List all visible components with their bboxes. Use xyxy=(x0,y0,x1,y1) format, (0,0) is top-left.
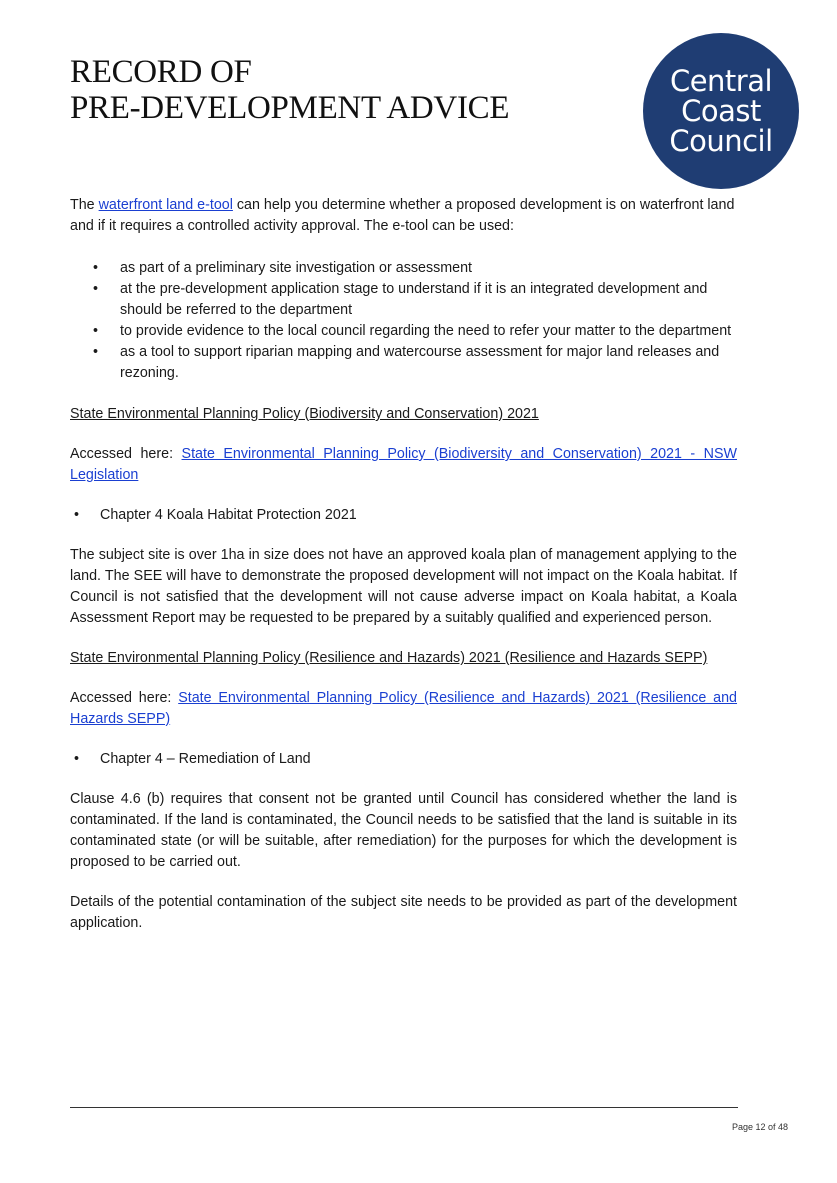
biodiversity-accessed-label: Accessed here: xyxy=(70,446,182,462)
logo-line-1: Central xyxy=(669,64,773,98)
logo-line-2: Coast xyxy=(681,94,761,128)
list-item: • at the pre-development application stage to understand if it is an integrated development and should be referred to the department xyxy=(70,279,737,321)
title-line-1: RECORD OF xyxy=(70,54,252,90)
page-title xyxy=(70,54,509,126)
footer-divider xyxy=(70,1107,738,1108)
waterfront-etool-link[interactable]: waterfront land e-tool xyxy=(98,197,233,213)
resilience-legislation-link[interactable]: State Environmental Planning Policy (Resilience and Hazards) 2021 (Resilience and Hazards SEPP) xyxy=(70,690,738,727)
list-item: • Chapter 4 – Remediation of Land xyxy=(70,749,737,770)
biodiversity-accessed xyxy=(70,444,737,486)
resilience-heading: State Environmental Planning Policy (Resilience and Hazards) 2021 (Resilience and Hazards SEPP) xyxy=(70,650,708,666)
list-item: • as a tool to support riparian mapping and watercourse assessment for major land releases and rezoning. xyxy=(70,342,737,384)
resilience-body-2: Details of the potential contamination of the subject site needs to be provided as part of the development application. xyxy=(70,894,737,931)
title-line-2: PRE-DEVELOPMENT ADVICE xyxy=(70,90,510,126)
document-body xyxy=(70,195,737,934)
biodiversity-legislation-link[interactable]: State Environmental Planning Policy (Biodiversity and Conservation) 2021 - NSW Legislation xyxy=(70,446,738,483)
biodiversity-body: The subject site is over 1ha in size does not have an approved koala plan of management applying to the land. The SEE will have to demonstrate the proposed development will not impact on the Koala habitat. If Council is not satisfied that the development will not cause adverse impact on Koala habitat, a Koala Assessment Report may be requested to be prepared by a suitably qualified and experienced person. xyxy=(70,547,737,626)
page-number: Page 12 of 48 xyxy=(731,1122,788,1132)
resilience-accessed xyxy=(70,688,737,730)
resilience-body-1: Clause 4.6 (b) requires that consent not be granted until Council has considered whether the land is contaminated. If the land is contaminated, the Council needs to be satisfied that the land is suitable in its contaminated state (or will be suitable, after remediation) for the purposes for which the development is proposed to be carried out. xyxy=(70,791,737,870)
resilience-accessed-label: Accessed here: xyxy=(70,690,179,706)
intro-text-pre: The xyxy=(70,197,99,213)
resilience-chapter-list xyxy=(70,749,737,770)
central-coast-council-logo xyxy=(643,33,799,189)
list-item: • as part of a preliminary site investigation or assessment xyxy=(70,258,737,279)
intro-text-post: can help you determine whether a proposed development is on waterfront land and if it requires a controlled activity approval. The e-tool can be used: xyxy=(70,197,735,234)
biodiversity-heading: State Environmental Planning Policy (Biodiversity and Conservation) 2021 xyxy=(70,406,539,422)
etool-uses-list xyxy=(70,258,737,384)
intro-paragraph xyxy=(70,195,737,237)
list-item: • to provide evidence to the local council regarding the need to refer your matter to the department xyxy=(70,321,737,342)
logo-line-3: Council xyxy=(669,124,773,158)
biodiversity-chapter-list xyxy=(70,505,737,526)
list-item: • Chapter 4 Koala Habitat Protection 2021 xyxy=(70,505,737,526)
